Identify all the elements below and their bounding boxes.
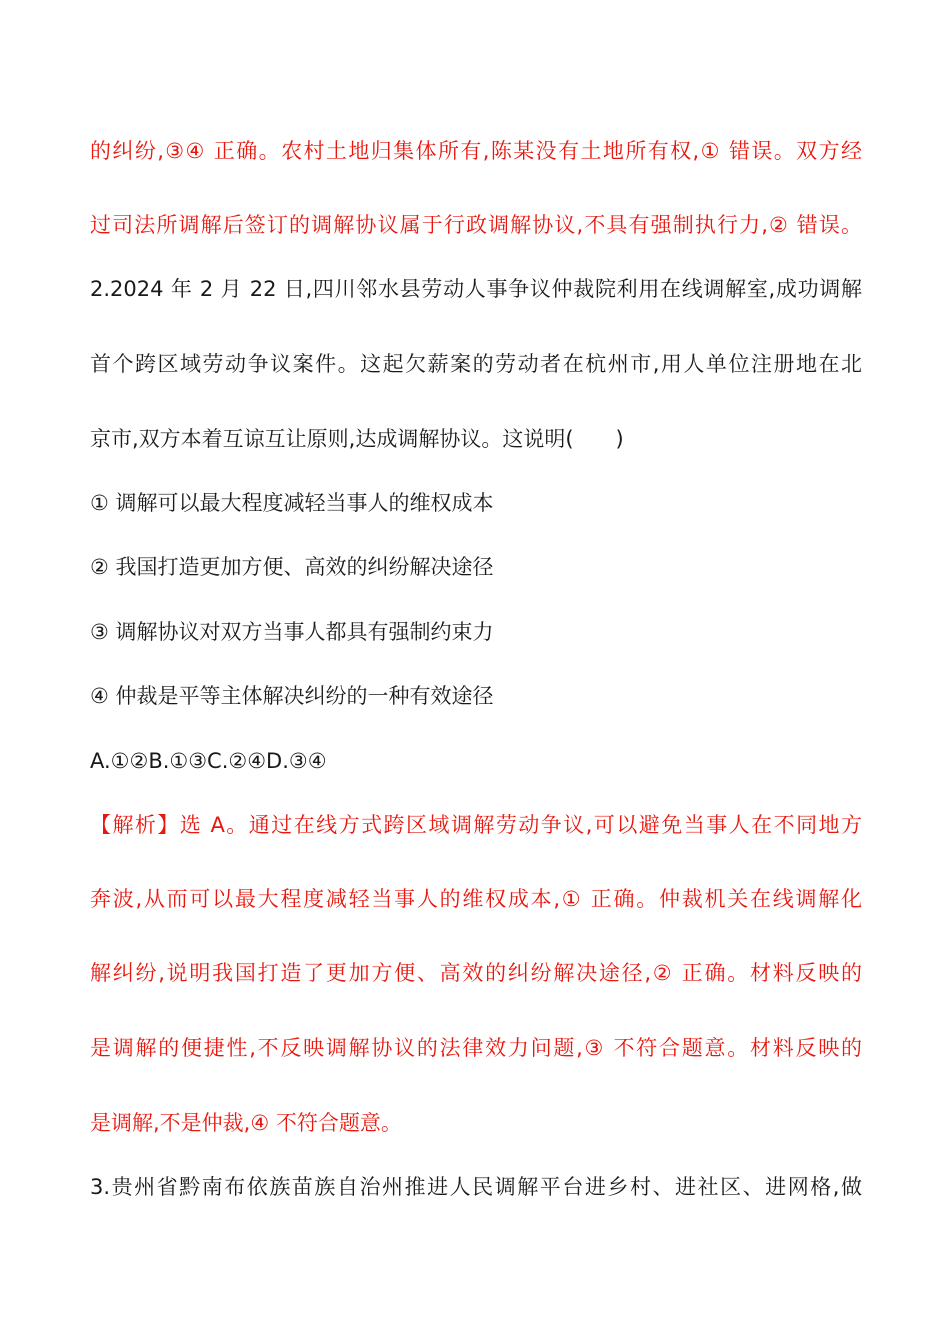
question2-stem-line-2: 首个跨区域劳动争议案件。这起欠薪案的劳动者在杭州市,用人单位注册地在北 xyxy=(90,352,862,376)
question2-analysis-line-5: 是调解,不是仲裁,④ 不符合题意。 xyxy=(90,1111,402,1135)
prev-analysis-line-1: 的纠纷,③④ 正确。农村土地归集体所有,陈某没有土地所有权,① 错误。双方经 xyxy=(90,139,862,163)
question3-stem-line-1: 3.贵州省黔南布依族苗族自治州推进人民调解平台进乡村、进社区、进网格,做 xyxy=(90,1175,862,1199)
question2-statement-4: ④ 仲裁是平等主体解决纠纷的一种有效途径 xyxy=(90,684,494,708)
question2-analysis-line-3: 解纠纷,说明我国打造了更加方便、高效的纠纷解决途径,② 正确。材料反映的 xyxy=(90,961,862,985)
question2-analysis-line-2: 奔波,从而可以最大程度减轻当事人的维权成本,① 正确。仲裁机关在线调解化 xyxy=(90,887,862,911)
question2-statement-1: ① 调解可以最大程度减轻当事人的维权成本 xyxy=(90,491,494,515)
prev-analysis-line-2: 过司法所调解后签订的调解协议属于行政调解协议,不具有强制执行力,② 错误。 xyxy=(90,213,862,237)
question2-options: A.①②B.①③C.②④D.③④ xyxy=(90,749,327,773)
question2-stem-line-3: 京市,双方本着互谅互让原则,达成调解协议。这说明( ) xyxy=(90,427,624,451)
question2-analysis-line-4: 是调解的便捷性,不反映调解协议的法律效力问题,③ 不符合题意。材料反映的 xyxy=(90,1036,862,1060)
question2-analysis-line-1: 【解析】选 A。通过在线方式跨区域调解劳动争议,可以避免当事人在不同地方 xyxy=(90,813,862,837)
question2-statement-2: ② 我国打造更加方便、高效的纠纷解决途径 xyxy=(90,555,494,579)
question2-statement-3: ③ 调解协议对双方当事人都具有强制约束力 xyxy=(90,620,494,644)
question2-stem-line-1: 2.2024 年 2 月 22 日,四川邻水县劳动人事争议仲裁院利用在线调解室,成功调解 xyxy=(90,277,862,301)
